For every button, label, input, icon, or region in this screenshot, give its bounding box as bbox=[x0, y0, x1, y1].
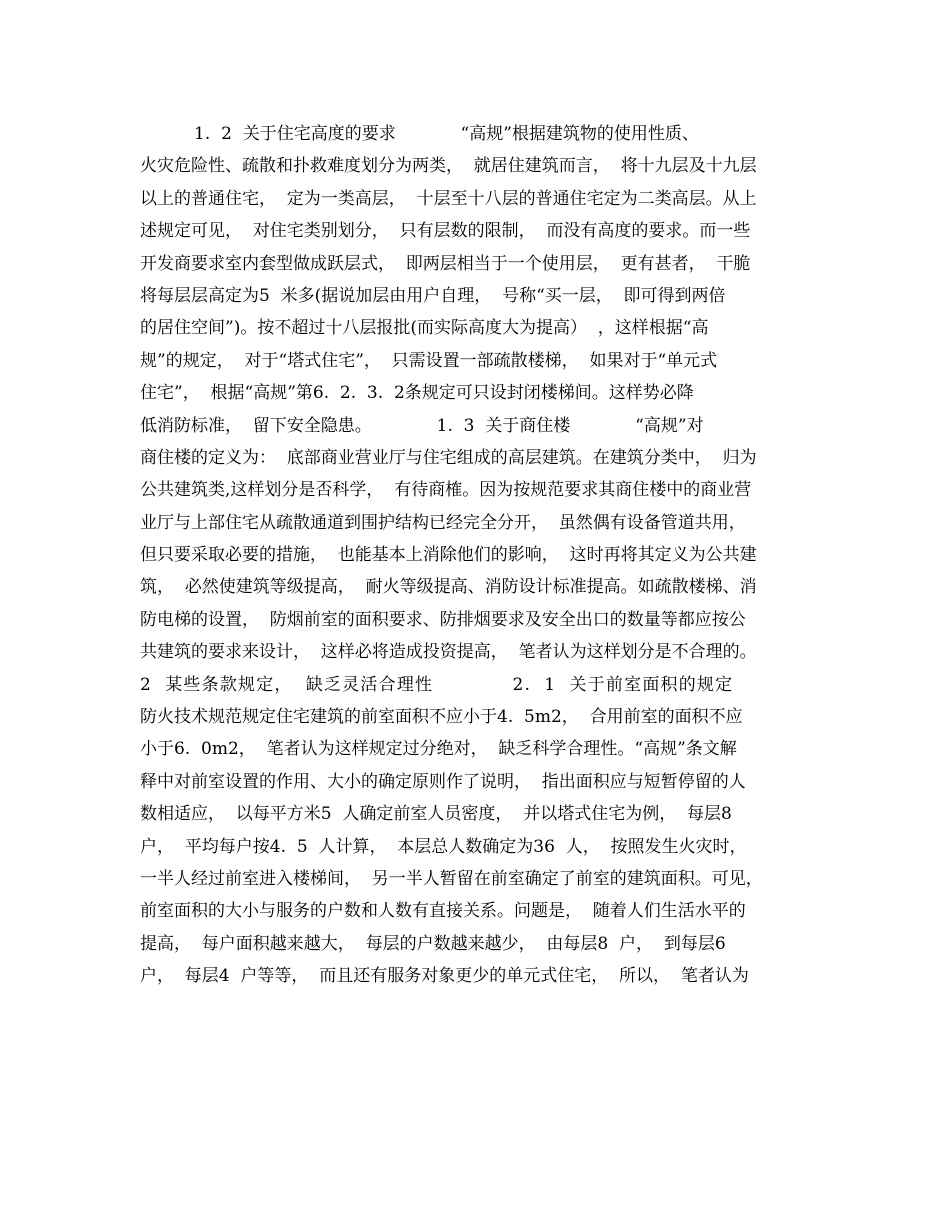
text-line: 前室面积的大小与服务的户数和人数有直接关系。问题是， 随着人们生活水平的 bbox=[140, 901, 746, 922]
text-line: 住宅”， 根据“高规”第6. 2. 3. 2条规定可只设封闭楼梯间。这样势必降 bbox=[140, 383, 694, 404]
text-line: 商住楼的定义为： 底部商业营业厅与住宅组成的高层建筑。在建筑分类中， 归为 bbox=[140, 447, 757, 468]
body-text bbox=[140, 118, 820, 993]
text-line: 将每层层高定为5 米多(据说加层由用户自理， 号称“买一层， 即可得到两倍 bbox=[140, 285, 726, 306]
text-line: 共建筑的要求来设计， 这样必将造成投资提高， 笔者认为这样划分是不合理的。 bbox=[140, 642, 757, 663]
text-line: 但只要采取必要的措施， 也能基本上消除他们的影响， 这时再将其定义为公共建 bbox=[140, 545, 757, 566]
text-line: 述规定可见， 对住宅类别划分， 只有层数的限制， 而没有高度的要求。而一些 bbox=[140, 221, 751, 242]
text-line: 筑， 必然使建筑等级提高， 耐火等级提高、消防设计标准提高。如疏散楼梯、消 bbox=[140, 577, 757, 598]
text-line: 数相适应， 以每平方米5 人确定前室人员密度， 并以塔式住宅为例， 每层8 bbox=[140, 804, 732, 825]
text-line: 公共建筑类,这样划分是否科学， 有待商榷。因为按规范要求其商住楼中的商业营 bbox=[140, 480, 752, 501]
text-line: 户， 平均每户按4. 5 人计算， 本层总人数确定为36 人， 按照发生火灾时， bbox=[140, 836, 747, 857]
text-line: 户， 每层4 户等等， 而且还有服务对象更少的单元式住宅， 所以， 笔者认为 bbox=[140, 966, 749, 987]
text-line: 一半人经过前室进入楼梯间， 另一半人暂留在前室确定了前室的建筑面积。可见， bbox=[140, 868, 763, 889]
text-line: 开发商要求室内套型做成跃层式， 即两层相当于一个使用层， 更有甚者， 干脆 bbox=[140, 253, 751, 274]
section-heading-line: 2 某些条款规定， 缺乏灵活合理性 2. 1 关于前室面积的规定 bbox=[140, 674, 734, 695]
text-line: 防火技术规范规定住宅建筑的前室面积不应小于4. 5m2， 合用前室的面积不应 bbox=[140, 707, 743, 728]
text-line: 业厅与上部住宅从疏散通道到围护结构已经完全分开， 虽然偶有设备管道共用， bbox=[140, 512, 746, 533]
text-line: 以上的普通住宅， 定为一类高层， 十层至十八层的普通住宅定为二类高层。从上 bbox=[140, 188, 757, 209]
text-line: 防电梯的设置， 防烟前室的面积要求、防排烟要求及安全出口的数量等都应按公 bbox=[140, 609, 746, 630]
text-line: 火灾危险性、疏散和扑救难度划分为两类， 就居住建筑而言， 将十九层及十九层 bbox=[140, 156, 757, 177]
text-line: 1. 2 关于住宅高度的要求 “高规”根据建筑物的使用性质、 bbox=[140, 124, 699, 144]
text-line: 规”的规定， 对于“塔式住宅”， 只需设置一部疏散楼梯， 如果对于“单元式 bbox=[140, 350, 718, 371]
text-line: 小于6. 0m2， 笔者认为这样规定过分绝对， 缺乏科学合理性。“高规”条文解 bbox=[140, 739, 737, 760]
text-line: 低消防标准， 留下安全隐患。 1. 3 关于商住楼 “高规”对 bbox=[140, 415, 704, 436]
text-line: 的居住空间”)。按不超过十八层报批(而实际高度大为提高） ，这样根据“高 bbox=[140, 318, 709, 339]
text-line: 提高， 每户面积越来越大， 每层的户数越来越少， 由每层8 户， 到每层6 bbox=[140, 933, 726, 954]
text-line: 释中对前室设置的作用、大小的确定原则作了说明， 指出面积应与短暂停留的人 bbox=[140, 771, 746, 792]
